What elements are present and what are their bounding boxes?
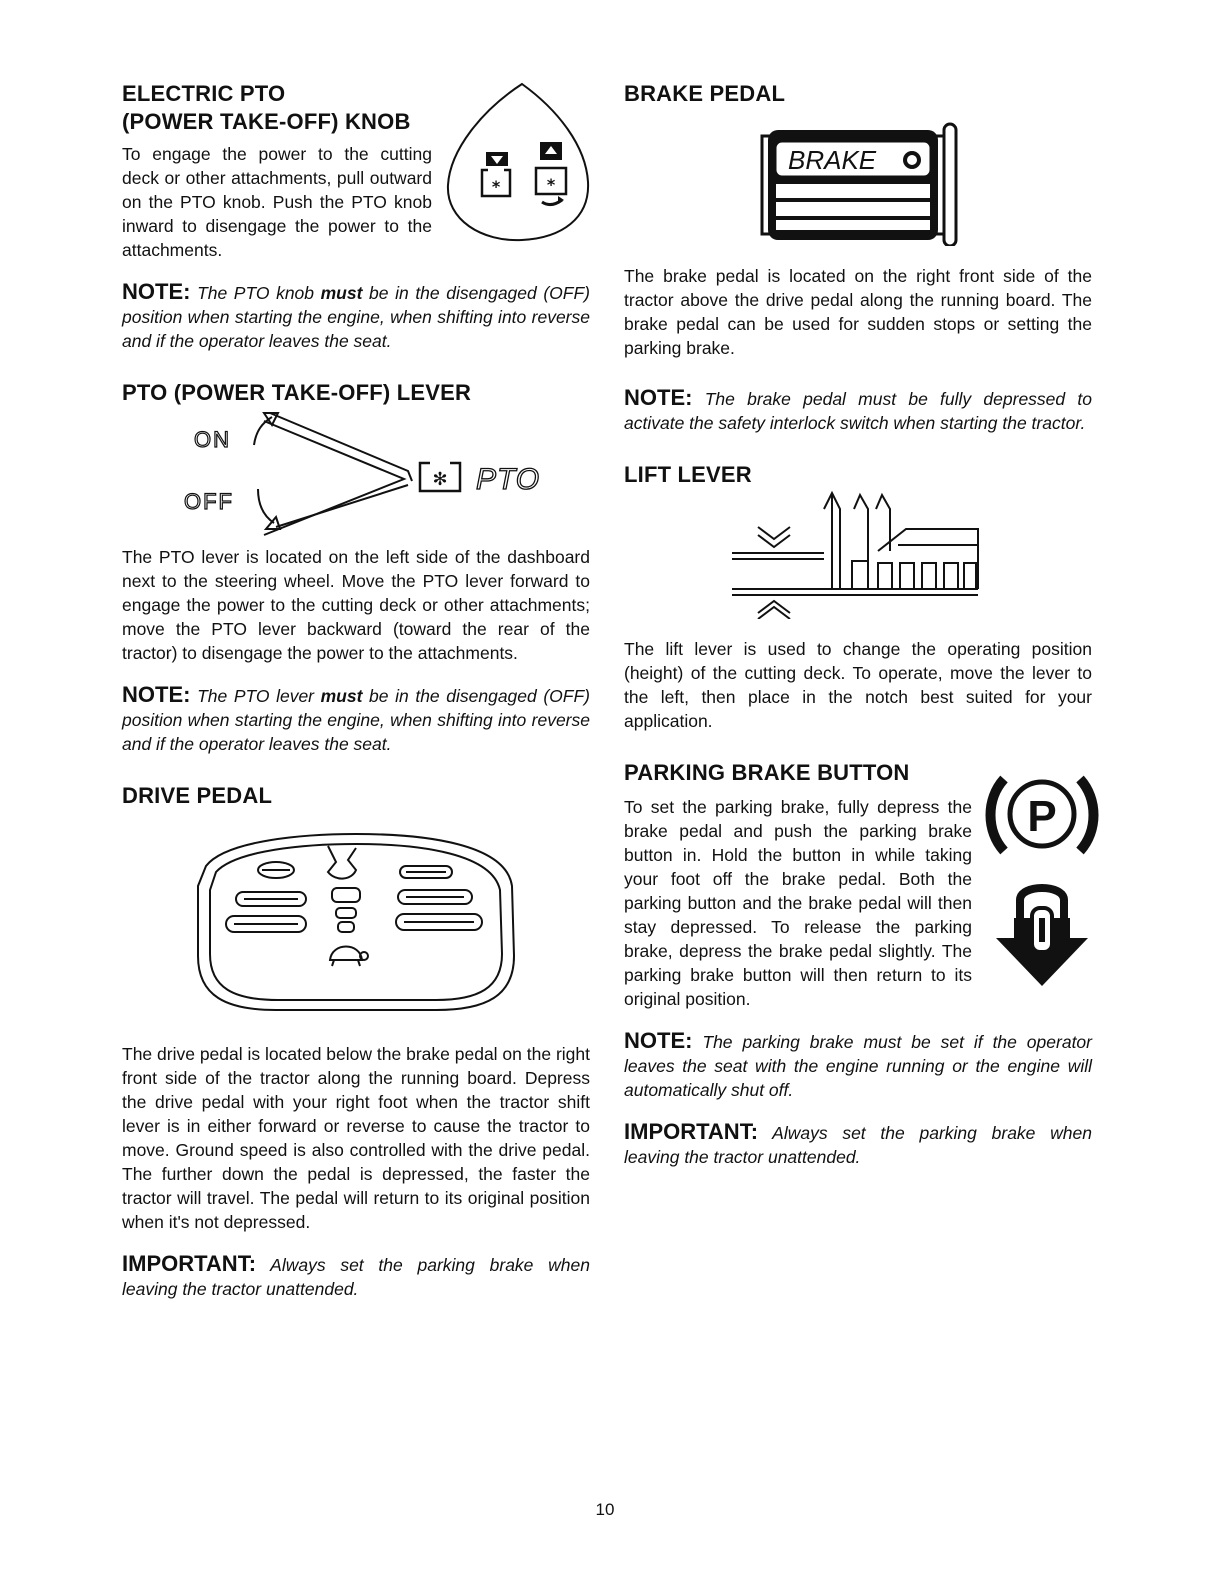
note-label: NOTE: (122, 682, 191, 707)
note-text-pre: The PTO lever (197, 686, 315, 706)
note-text-pre: The PTO knob (197, 283, 315, 303)
page-number: 10 (595, 1500, 615, 1519)
parking-brake-p-icon (982, 759, 1102, 869)
pto-knob-section (122, 80, 590, 353)
brake-pedal-body: The brake pedal is located on the right front side of the tractor above the drive pedal along the running board. The brake pedal can be used for sudden stops or setting the parking brake. (624, 266, 1092, 358)
important-text: Always set the parking brake when leaving the tractor unattended. (624, 1123, 1093, 1167)
pto-lever-body: The PTO lever is located on the left side of the dashboard next to the steering wheel. Move the PTO lever forward to engage the power to the cutting deck or other attachments; move the PTO lever backward (toward the rear of the tractor) to disengage the power to the attachments. (122, 547, 590, 663)
note-label: NOTE: (624, 1028, 693, 1053)
parking-brake-section (624, 759, 1092, 1169)
right-column (624, 80, 1092, 1169)
parking-brake-body: To set the parking brake, fully depress the brake pedal and push the parking brake button in. Hold the button in while taking your foot off the brake pedal. Both the parking button and the brake pedal will then stay depressed. To release the parking brake, depress the brake pedal slightly. The parking brake button will then return to its original position. (624, 797, 972, 1009)
note-text-post: be in the disengaged (OFF) position when starting the engine, when shifting into reverse and if the operator leaves the seat. (122, 283, 590, 351)
left-column (122, 80, 590, 1301)
drive-pedal-diagram (186, 826, 526, 1016)
important-label: IMPORTANT: (122, 1251, 257, 1276)
parking-brake-note (624, 1029, 1092, 1102)
svg-text:✻: ✻ (432, 469, 448, 490)
brake-pedal-heading: BRAKE PEDAL (624, 81, 786, 106)
pto-lever-heading: PTO (POWER TAKE-OFF) LEVER (122, 380, 472, 405)
pto-label: PTO (476, 463, 541, 496)
brake-pedal-diagram (748, 116, 968, 246)
parking-brake-p-letter: P (1027, 792, 1057, 841)
lift-lever-body: The lift lever is used to change the operating position (height) of the cutting deck. To operate, move the lever to the left, then place in the notch best suited for your application. (624, 639, 1092, 731)
drive-pedal-important (122, 1252, 590, 1301)
lift-lever-diagram (728, 489, 988, 619)
brake-label: BRAKE (788, 145, 877, 175)
pto-lever-note (122, 683, 590, 756)
pto-knob-heading-line1: ELECTRIC PTO (122, 81, 286, 106)
note-text-bold: must (320, 686, 363, 706)
note-label: NOTE: (624, 385, 693, 410)
important-label: IMPORTANT: (624, 1119, 759, 1144)
svg-text:*: * (491, 177, 501, 196)
pto-lever-diagram (146, 407, 566, 537)
pto-lever-section (122, 379, 590, 756)
parking-brake-important (624, 1120, 1092, 1169)
note-text: The brake pedal must be fully depressed to activate the safety interlock switch when starting the tractor. (624, 389, 1092, 433)
pto-knob-heading-line2: (POWER TAKE-OFF) KNOB (122, 109, 411, 134)
important-text: Always set the parking brake when leaving the tractor unattended. (122, 1255, 591, 1299)
note-text-post: be in the disengaged (OFF) position when starting the engine, when shifting into reverse and if the operator leaves the seat. (122, 686, 590, 754)
note-text-bold: must (320, 283, 363, 303)
pto-knob-note (122, 280, 590, 353)
drive-pedal-body: The drive pedal is located below the brake pedal on the right front side of the tractor along the running board. Depress the drive pedal with your right foot when the tractor shift lever is in either forward or reverse to cause the tractor to move. Ground speed is also controlled with the drive pedal. The further down the pedal is depressed, the faster the tractor will travel. The pedal will return to its original position when it's not depressed. (122, 1044, 590, 1232)
drive-pedal-section (122, 782, 590, 1301)
pto-knob-body: To engage the power to the cutting deck or other attachments, pull outward on the PTO knob. Push the PTO knob inward to disengage the power to the attachments. (122, 144, 432, 260)
lock-arrow-icon (982, 878, 1102, 988)
brake-pedal-note (624, 386, 1092, 435)
pto-knob-icon (442, 80, 592, 250)
note-label: NOTE: (122, 279, 191, 304)
on-label: ON (194, 427, 231, 452)
off-label: OFF (184, 489, 234, 514)
note-text: The parking brake must be set if the operator leaves the seat with the engine running or the engine will automatically shut off. (624, 1032, 1092, 1100)
parking-brake-heading: PARKING BRAKE BUTTON (624, 760, 910, 785)
drive-pedal-heading: DRIVE PEDAL (122, 783, 273, 808)
lift-lever-section (624, 461, 1092, 733)
lift-lever-heading: LIFT LEVER (624, 462, 752, 487)
brake-pedal-section (624, 80, 1092, 435)
svg-text:*: * (546, 175, 556, 194)
parking-brake-symbols (982, 759, 1102, 993)
